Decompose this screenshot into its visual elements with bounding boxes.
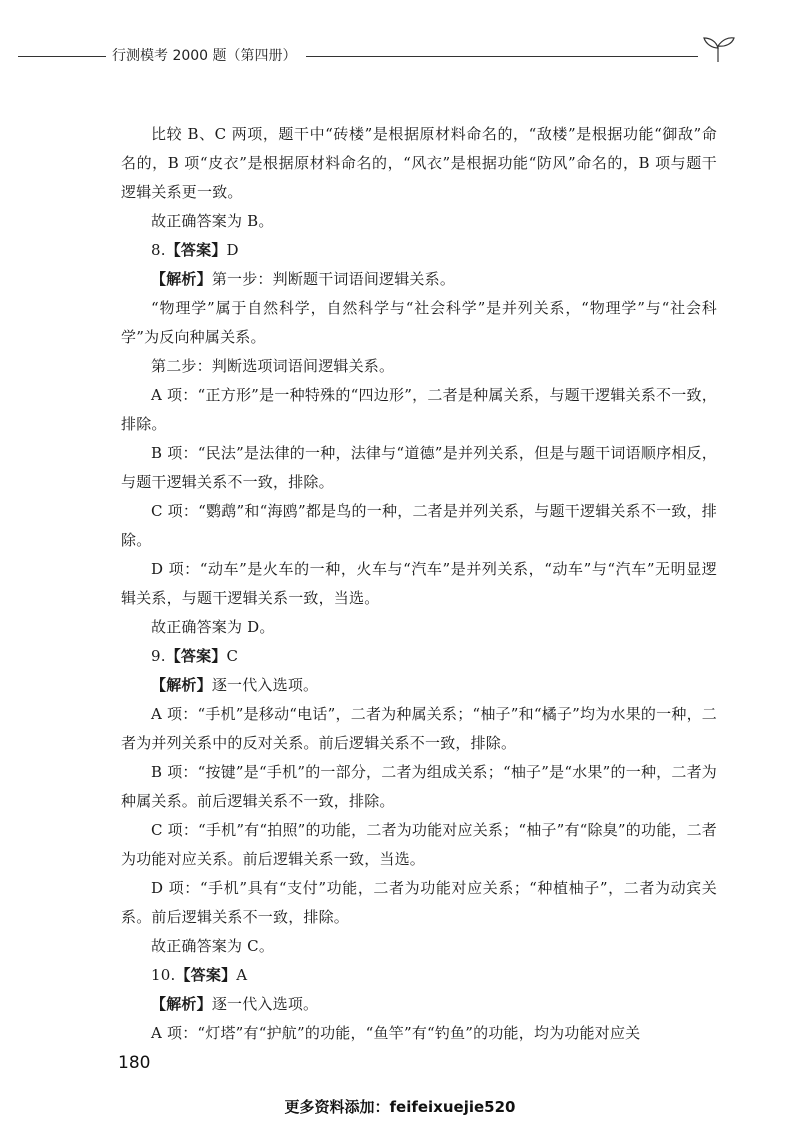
- analysis-tag: 【解析】: [151, 676, 212, 694]
- answer-value: D: [226, 241, 239, 259]
- option-analysis: [121, 381, 717, 439]
- analysis-line: [121, 265, 717, 294]
- answer-tag: 【答案】: [165, 241, 227, 259]
- paragraph-text: 故正确答案为 B。: [151, 212, 274, 230]
- paragraph-text: D 项：“动车”是火车的一种，火车与“汽车”是并列关系，“动车”与“汽车”无明显逻辑关系，与题干逻辑关系一致，当选。: [121, 560, 717, 607]
- answer-value: A: [236, 966, 248, 984]
- option-analysis: [121, 1019, 717, 1048]
- answer-value: C: [226, 647, 239, 665]
- question-number: 8.: [151, 241, 166, 259]
- paragraph-text: B 项：“按键”是“手机”的一部分，二者为组成关系；“柚子”是“水果”的一种，二者为种属关系。前后逻辑关系不一致，排除。: [121, 763, 717, 810]
- paragraph-text: 故正确答案为 D。: [151, 618, 275, 636]
- analysis-line: [121, 990, 717, 1019]
- option-analysis: [121, 497, 717, 555]
- analysis-tag: 【解析】: [151, 995, 212, 1013]
- paragraph-text: C 项：“鹦鹉”和“海鸥”都是鸟的一种，二者是并列关系，与题干逻辑关系不一致，排除。: [121, 502, 717, 549]
- header-rule-right: [306, 56, 698, 57]
- paragraph: [121, 613, 717, 642]
- option-analysis: [121, 874, 717, 932]
- answer-tag: 【答案】: [165, 647, 227, 665]
- paragraph: [121, 932, 717, 961]
- paragraph-text: D 项：“手机”具有“支付”功能，二者为功能对应关系；“种植柚子”，二者为动宾关系。前后逻辑关系不一致，排除。: [121, 879, 717, 926]
- paragraph-text: 逐一代入选项。: [211, 676, 319, 694]
- answer-line: [121, 236, 717, 265]
- question-number: 9.: [151, 647, 166, 665]
- answer-line: [121, 961, 717, 990]
- paragraph-text: B 项：“民法”是法律的一种，法律与“道德”是并列关系，但是与题干词语顺序相反，与题干逻辑关系不一致，排除。: [121, 444, 717, 491]
- paragraph: [121, 207, 717, 236]
- paragraph-text: 逐一代入选项。: [211, 995, 319, 1013]
- paragraph-text: 故正确答案为 C。: [151, 937, 275, 955]
- question-number: 10.: [151, 966, 176, 984]
- option-analysis: [121, 816, 717, 874]
- paragraph-text: A 项：“手机”是移动“电话”，二者为种属关系；“柚子”和“橘子”均为水果的一种，二者为并列关系中的反对关系。前后逻辑关系不一致，排除。: [121, 705, 717, 752]
- option-analysis: [121, 700, 717, 758]
- option-analysis: [121, 758, 717, 816]
- answer-line: [121, 642, 717, 671]
- paragraph-text: 比较 B、C 两项，题干中“砖楼”是根据原材料命名的，“敌楼”是根据功能“御敌”命名的，B 项“皮衣”是根据原材料命名的，“风衣”是根据功能“防风”命名的，B 项与题干逻辑关系更一致。: [121, 125, 717, 201]
- header-title: 行测模考 2000 题（第四册）: [112, 48, 297, 64]
- paragraph: [121, 352, 717, 381]
- footer-note: 更多资料添加：feifeixuejie520: [284, 1098, 516, 1116]
- option-analysis: [121, 555, 717, 613]
- paragraph-text: A 项：“正方形”是一种特殊的“四边形”，二者是种属关系，与题干逻辑关系不一致，排除。: [121, 386, 717, 433]
- running-header: [18, 44, 718, 68]
- answer-explanation-body: [121, 120, 717, 1048]
- paragraph-text: A 项：“灯塔”有“护航”的功能，“鱼竿”有“钓鱼”的功能，均为功能对应关: [151, 1024, 641, 1042]
- option-analysis: [121, 439, 717, 497]
- answer-tag: 【答案】: [175, 966, 237, 984]
- paragraph: [121, 294, 717, 352]
- page-number: 180: [118, 1053, 151, 1073]
- paragraph-text: C 项：“手机”有“拍照”的功能，二者为功能对应关系；“柚子”有“除臭”的功能，二者为功能对应关系。前后逻辑关系一致，当选。: [121, 821, 717, 868]
- header-rule-left: [18, 56, 106, 57]
- paragraph-text: 第一步：判断题干词语间逻辑关系。: [211, 270, 456, 288]
- analysis-line: [121, 671, 717, 700]
- paragraph: [121, 120, 717, 207]
- paragraph-text: “物理学”属于自然科学，自然科学与“社会科学”是并列关系，“物理学”与“社会科学”为反向种属关系。: [121, 299, 717, 346]
- sprout-icon: [700, 34, 736, 64]
- analysis-tag: 【解析】: [151, 270, 212, 288]
- paragraph-text: 第二步：判断选项词语间逻辑关系。: [151, 357, 395, 375]
